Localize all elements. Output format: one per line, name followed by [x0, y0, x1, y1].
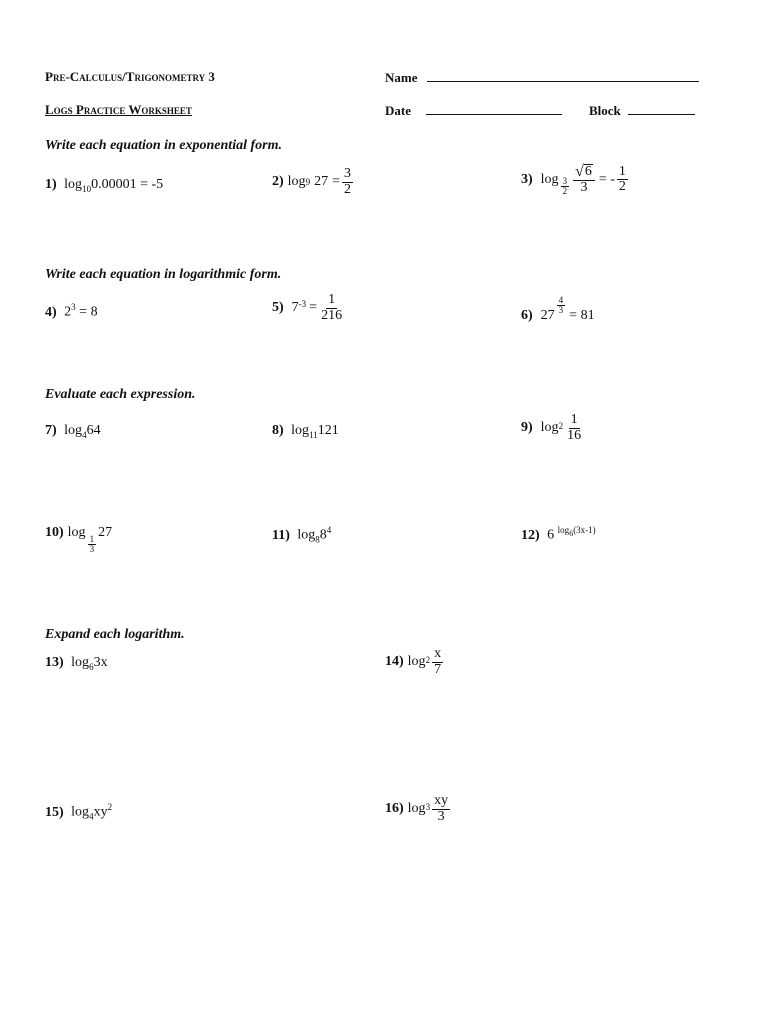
fraction	[617, 165, 628, 195]
log-base: 4	[89, 811, 94, 822]
numerator: 3	[343, 166, 351, 181]
argument-fraction	[565, 413, 583, 443]
problem-number: 5)	[272, 300, 284, 316]
exponent-fraction	[557, 296, 566, 316]
base: 6	[547, 527, 555, 543]
problem-12	[521, 525, 596, 544]
log-argument: xy	[93, 804, 108, 820]
problem-number: 15)	[45, 804, 64, 820]
problem-number: 3)	[521, 171, 533, 187]
denominator: 16	[567, 427, 582, 443]
log-text: log	[287, 174, 306, 190]
base: 7	[291, 300, 299, 316]
log-base: 6	[89, 661, 94, 672]
argument-fraction	[432, 794, 450, 824]
numerator: xy	[434, 793, 449, 808]
problem-4	[45, 302, 98, 321]
section-logarithmic-form: Write each equation in logarithmic form.	[45, 267, 282, 282]
problem-9	[521, 413, 585, 443]
section-exponential-form: Write each equation in exponential form.	[45, 138, 282, 153]
numerator: 1	[328, 292, 336, 307]
log-base: 6	[569, 528, 574, 538]
log-base: 11	[309, 429, 318, 440]
radicand: 6	[584, 163, 592, 179]
equation-rhs: = 81	[569, 307, 595, 323]
problem-number: 11)	[272, 527, 290, 543]
denominator: 7	[434, 661, 442, 677]
problem-number: 6)	[521, 307, 533, 323]
block-line	[628, 102, 695, 115]
log-text: log	[64, 423, 83, 438]
date-field[interactable]	[385, 102, 562, 119]
fraction	[319, 293, 344, 323]
problem-11	[272, 525, 331, 544]
exponent	[557, 525, 596, 538]
problem-15	[45, 802, 112, 821]
denominator: 3	[89, 544, 95, 555]
log-base: 2	[425, 655, 431, 666]
problem-6	[521, 296, 595, 324]
equation-rhs: = 8	[79, 304, 98, 320]
equals-sign: =	[309, 300, 318, 316]
problem-2	[272, 167, 355, 197]
log-text: log	[557, 525, 570, 535]
radical-sign-icon: √	[575, 162, 584, 180]
denominator: 2	[343, 181, 351, 197]
problem-5	[272, 293, 346, 323]
problem-13	[45, 655, 108, 672]
section-evaluate: Evaluate each expression.	[45, 387, 196, 402]
denominator: 216	[321, 307, 343, 323]
log-text: log	[64, 177, 83, 192]
exponent: 2	[107, 802, 113, 812]
log-base: 3	[425, 802, 431, 813]
log-base: 2	[558, 421, 564, 432]
numerator: 4	[558, 295, 564, 305]
numerator	[573, 164, 595, 182]
problem-1	[45, 177, 163, 194]
fraction	[342, 167, 353, 197]
log-argument: 8	[319, 527, 327, 543]
problem-number: 14)	[385, 654, 404, 670]
exponent: 4	[326, 525, 332, 535]
numerator: 3	[562, 176, 568, 186]
square-root	[575, 164, 593, 180]
argument-fraction	[432, 647, 443, 677]
problem-8	[272, 423, 339, 440]
date-line	[426, 102, 562, 115]
log-argument: 27	[98, 525, 113, 540]
problem-14	[385, 647, 445, 677]
denominator: 2	[618, 179, 626, 195]
problem-7	[45, 423, 101, 440]
equation-rhs: = -5	[140, 177, 164, 192]
argument-fraction	[573, 164, 595, 196]
problem-3	[521, 163, 630, 197]
problem-number: 4)	[45, 304, 57, 320]
log-argument: 121	[317, 423, 339, 438]
denominator: 3	[437, 808, 445, 824]
block-label: Block	[589, 103, 621, 118]
log-text: log	[540, 420, 559, 436]
problem-number: 12)	[521, 527, 540, 543]
name-label: Name	[385, 70, 418, 85]
numerator: 1	[89, 534, 95, 544]
log-text: log	[67, 525, 86, 540]
problem-number: 1)	[45, 177, 57, 192]
problem-number: 10)	[45, 525, 64, 540]
numerator: 1	[618, 163, 626, 179]
log-text: log	[540, 171, 559, 187]
problem-10	[45, 525, 112, 555]
exponent: 3	[71, 302, 76, 312]
course-title: Pre-Calculus/Trigonometry 3	[45, 69, 215, 84]
numerator: 1	[570, 412, 578, 427]
equals-sign: =	[332, 174, 340, 190]
problem-number: 16)	[385, 801, 404, 817]
log-argument: 64	[86, 423, 101, 438]
log-base: 10	[82, 183, 92, 194]
log-argument: 3x	[93, 655, 108, 670]
log-base: 8	[315, 534, 320, 545]
base: 2	[64, 304, 72, 320]
section-expand: Expand each logarithm.	[45, 627, 185, 642]
log-argument: (3x-1)	[573, 525, 596, 535]
log-argument: 0.00001	[91, 177, 137, 192]
log-text: log	[71, 804, 90, 820]
worksheet-title: Logs Practice Worksheet	[45, 102, 192, 117]
log-base-fraction	[88, 535, 97, 555]
problem-number: 7)	[45, 423, 57, 438]
name-field[interactable]	[385, 69, 699, 86]
denominator: 3	[580, 180, 588, 196]
problem-number: 9)	[521, 420, 533, 436]
denominator: 3	[558, 305, 564, 316]
base: 27	[540, 307, 555, 323]
log-base: 4	[82, 429, 87, 440]
log-base-fraction	[561, 177, 570, 197]
problem-number: 2)	[272, 174, 284, 190]
log-text: log	[407, 801, 426, 817]
log-text: log	[71, 655, 90, 670]
block-field[interactable]	[589, 102, 695, 119]
denominator: 2	[562, 186, 568, 197]
log-text: log	[297, 527, 316, 543]
problem-16	[385, 794, 452, 824]
name-line	[427, 69, 699, 82]
numerator: x	[434, 646, 442, 661]
log-text: log	[291, 423, 310, 438]
exponent: -3	[298, 299, 307, 309]
log-base: 9	[305, 177, 311, 188]
log-text: log	[407, 654, 426, 670]
equals-sign: = -	[598, 171, 615, 187]
date-label: Date	[385, 103, 411, 118]
problem-number: 13)	[45, 655, 64, 670]
log-argument: 27	[314, 174, 329, 190]
problem-number: 8)	[272, 423, 284, 438]
